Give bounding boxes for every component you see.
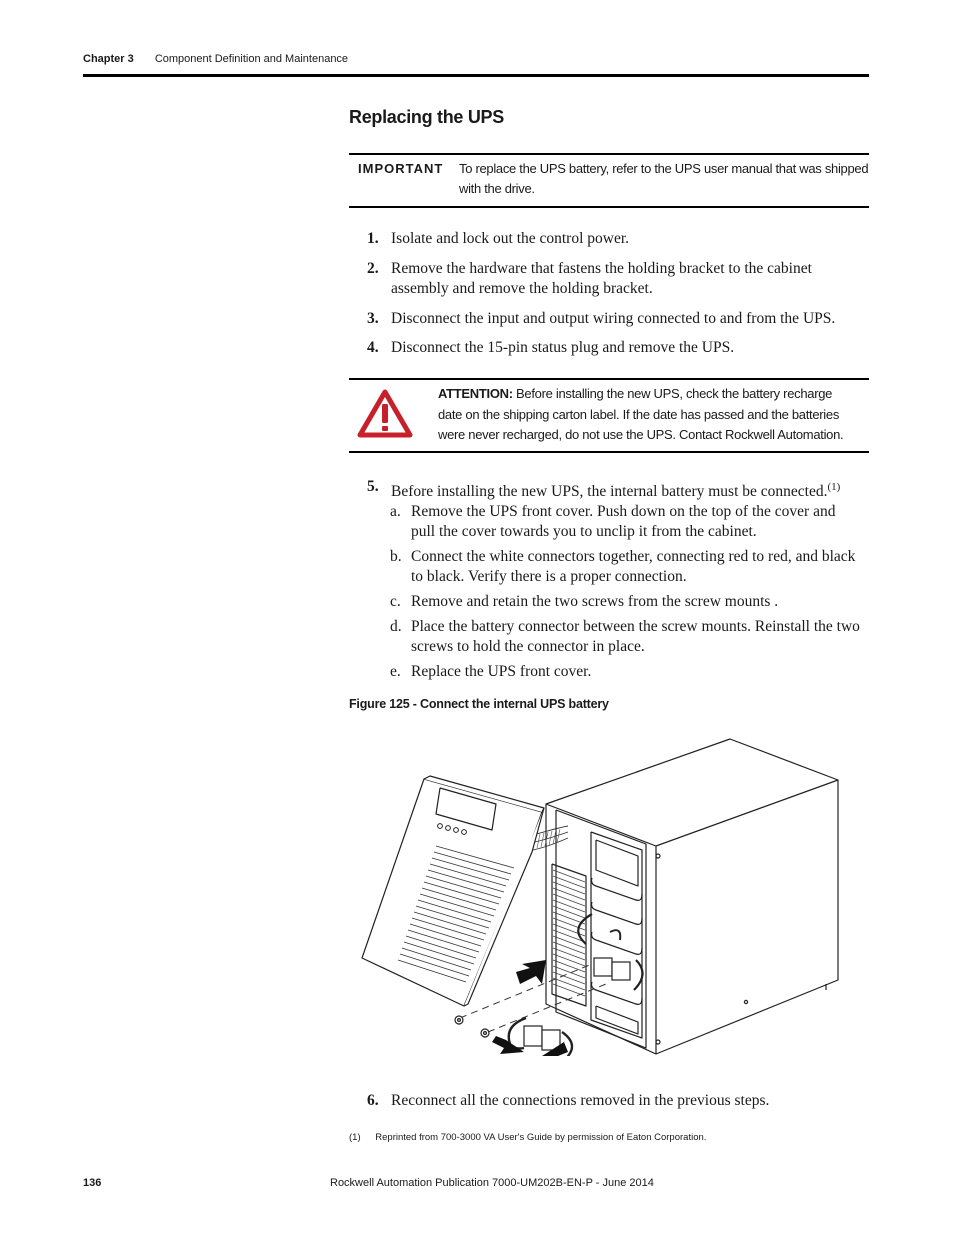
footnote-text: Reprinted from 700-3000 VA User's Guide by permission of Eaton Corporation.	[375, 1132, 707, 1143]
step-5-text: Before installing the new UPS, the internal battery must be connected.	[391, 483, 828, 501]
section-title: Replacing the UPS	[349, 107, 504, 127]
substep-text: Replace the UPS front cover.	[411, 663, 592, 680]
substep-text: Place the battery connector between the screw mounts. Reinstall the two screws to hold the connector in place.	[411, 618, 860, 655]
attention-body: Before installing the new UPS, check the battery recharge date on the shipping carton label. If the date has passed and the batteries were never recharged, do not use the UPS. Contact Rockwell Automation.	[438, 386, 844, 442]
ups-battery-illustration	[356, 736, 842, 1056]
attention-text	[438, 384, 858, 446]
footnote-reference[interactable]: (1)	[827, 481, 841, 493]
step-number: 3.	[367, 310, 379, 327]
important-bottom-rule	[349, 206, 869, 208]
step-number: 6.	[367, 1092, 379, 1109]
step-text: Remove the hardware that fastens the holding bracket to the cabinet assembly and remove the holding bracket.	[391, 260, 812, 297]
step-text: Reconnect all the connections removed in the previous steps.	[391, 1092, 770, 1109]
step-number: 5.	[367, 478, 379, 495]
header-rule	[83, 74, 869, 77]
important-label: IMPORTANT	[358, 161, 444, 176]
substep-text: Connect the white connectors together, connecting red to red, and black to black. Verify there is a proper connection.	[411, 548, 856, 585]
page-number: 136	[83, 1177, 102, 1189]
substep-text: Remove the UPS front cover. Push down on the top of the cover and pull the cover towards you to unclip it from the cabinet.	[411, 503, 836, 540]
chapter-title: Component Definition and Maintenance	[154, 53, 349, 65]
important-top-rule	[349, 153, 869, 155]
chapter-label: Chapter 3	[83, 53, 134, 65]
attention-top-rule	[349, 378, 869, 380]
substep-letter: e.	[390, 663, 401, 680]
publication-info: Rockwell Automation Publication 7000-UM202B-EN-P - June 2014	[330, 1177, 654, 1189]
substep-letter: b.	[390, 548, 402, 565]
step-text: Isolate and lock out the control power.	[391, 230, 630, 247]
step-text	[391, 477, 871, 502]
attention-label: ATTENTION:	[438, 386, 513, 401]
warning-triangle-icon	[357, 389, 413, 439]
substep-letter: d.	[390, 618, 402, 635]
running-header	[83, 53, 348, 65]
substep-text: Remove and retain the two screws from the screw mounts .	[411, 593, 779, 610]
step-text: Disconnect the input and output wiring connected to and from the UPS.	[391, 310, 836, 327]
attention-bottom-rule	[349, 451, 869, 453]
step-number: 1.	[367, 230, 379, 247]
step-number: 4.	[367, 339, 379, 356]
footnote	[349, 1132, 706, 1143]
substep-letter: c.	[390, 593, 401, 610]
step-number: 2.	[367, 260, 379, 277]
important-text: To replace the UPS battery, refer to the UPS user manual that was shipped with the drive.	[459, 161, 869, 196]
figure-caption: Figure 125 - Connect the internal UPS battery	[349, 697, 609, 711]
footnote-number: (1)	[349, 1132, 361, 1143]
substep-letter: a.	[390, 503, 401, 520]
step-text: Disconnect the 15-pin status plug and remove the UPS.	[391, 339, 735, 356]
